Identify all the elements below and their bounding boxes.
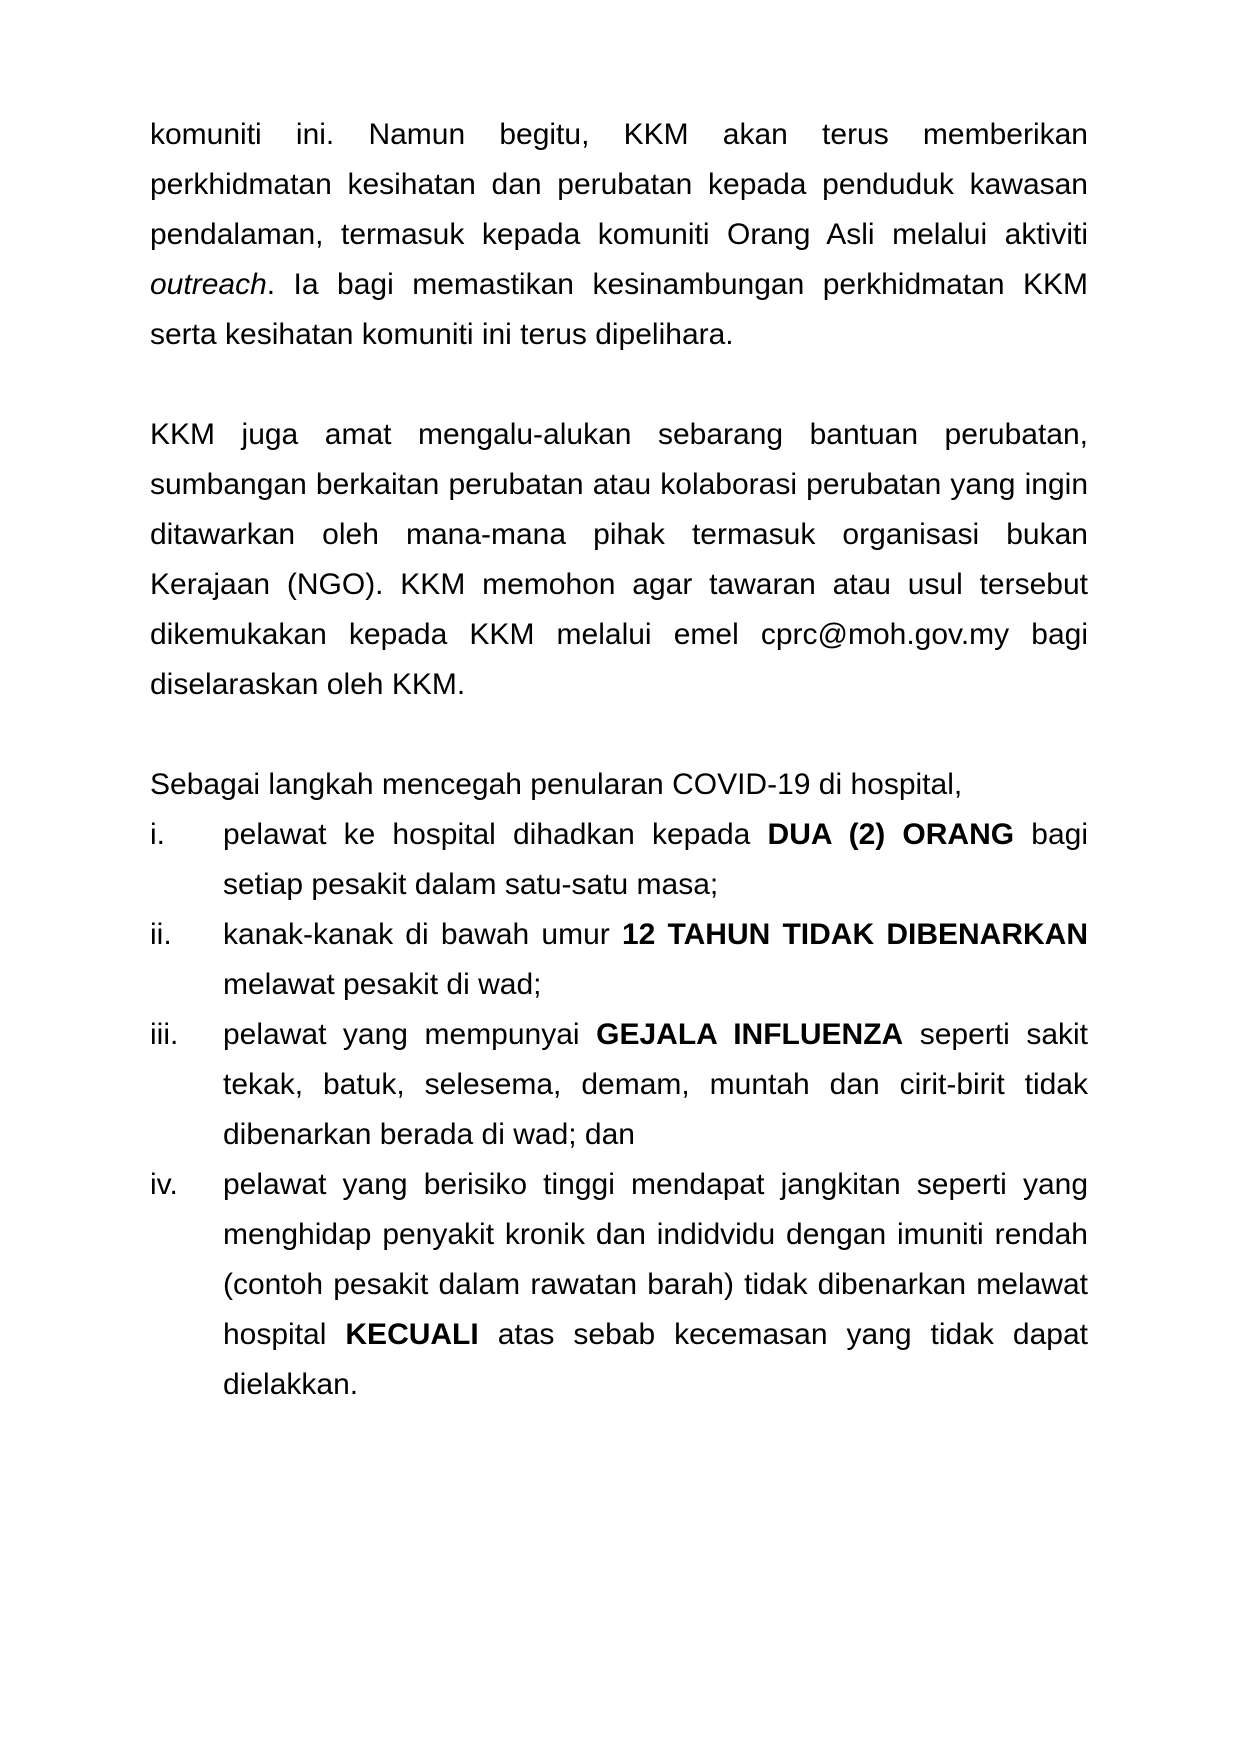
email-address: cprc@moh.gov.my	[760, 618, 1010, 651]
list-item-iv	[150, 1160, 1088, 1410]
text-segment: bagi diselaraskan oleh KKM.	[150, 618, 1088, 701]
list-item-iii	[150, 1010, 1088, 1160]
text-segment: melawat pesakit di wad;	[223, 968, 542, 1001]
text-segment-bold: KECUALI	[345, 1318, 479, 1351]
paragraph-kkm-services	[150, 110, 1088, 360]
text-segment: seperti sakit tekak, batuk, selesema, demam, muntah dan cirit-birit tidak dibenarkan berada di wad; dan	[223, 1018, 1089, 1151]
text-segment: . Ia bagi memastikan kesinambungan perkhidmatan KKM serta kesihatan komuniti ini terus dipelihara.	[150, 268, 1088, 351]
text-segment-bold: DUA (2) ORANG	[767, 818, 1015, 851]
list-item-ii	[150, 910, 1088, 1010]
paragraph-kkm-donations	[150, 410, 1088, 710]
text-segment: Sebagai langkah mencegah penularan COVID-19 di hospital,	[150, 768, 963, 801]
text-segment: pelawat yang mempunyai	[223, 1018, 597, 1051]
hospital-measures-list	[150, 810, 1088, 1410]
text-segment: bagi setiap pesakit dalam satu-satu masa;	[223, 818, 1088, 901]
list-marker-ii: ii.	[150, 918, 172, 951]
paragraph-hospital-measures-intro	[150, 760, 1088, 810]
text-segment: KKM juga amat mengalu-alukan sebarang bantuan perubatan, sumbangan berkaitan perubatan atau kolaborasi perubatan yang ingin ditawarkan oleh mana-mana pihak termasuk organisasi bukan Kerajaan (NGO). KKM memohon agar tawaran atau usul tersebut dikemukakan kepada KKM melalui emel	[150, 418, 1088, 651]
list-marker-iii: iii.	[150, 1018, 179, 1051]
list-marker-iv: iv.	[150, 1168, 178, 1201]
list-item-i	[150, 810, 1088, 910]
text-segment: komuniti ini. Namun begitu, KKM akan terus memberikan perkhidmatan kesihatan dan perubatan kepada penduduk kawasan pendalaman, termasuk kepada komuniti Orang Asli melalui aktiviti	[150, 118, 1088, 251]
text-segment: atas sebab kecemasan yang tidak dapat dielakkan.	[223, 1318, 1088, 1401]
text-segment: pelawat yang berisiko tinggi mendapat jangkitan seperti yang menghidap penyakit kronik dan indidvidu dengan imuniti rendah (contoh pesakit dalam rawatan barah) tidak dibenarkan melawat hospital	[223, 1168, 1088, 1351]
text-segment: pelawat ke hospital dihadkan kepada	[223, 818, 768, 851]
text-segment: kanak-kanak di bawah umur	[223, 918, 622, 951]
list-marker-i: i.	[150, 818, 165, 851]
text-segment-italic-outreach: outreach	[150, 268, 267, 301]
text-segment-bold: 12 TAHUN TIDAK DIBENARKAN	[621, 918, 1088, 951]
text-segment-bold: GEJALA INFLUENZA	[596, 1018, 904, 1051]
